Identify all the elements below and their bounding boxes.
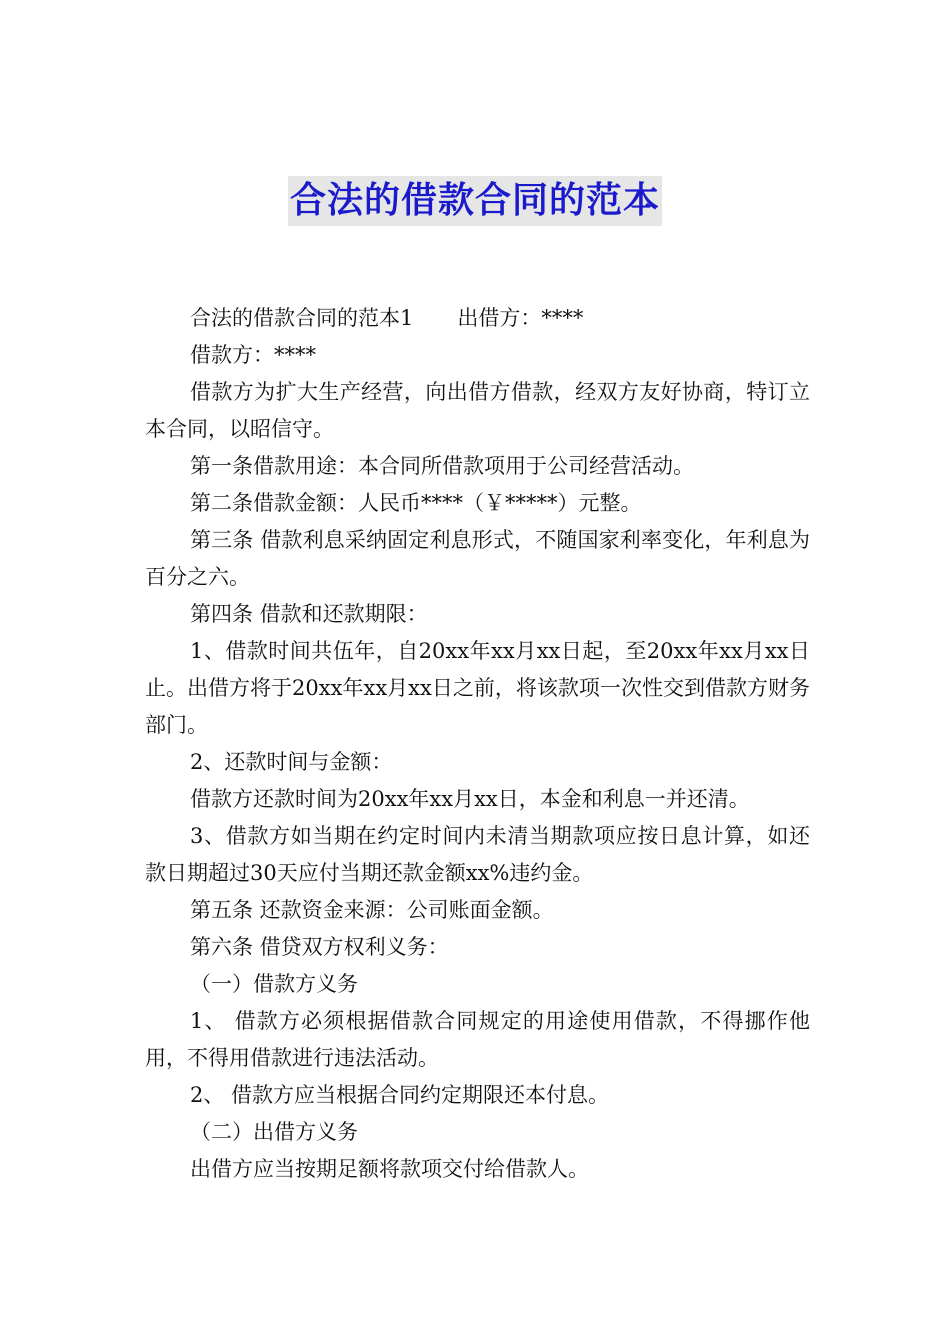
paragraph: 第三条 借款利息采纳固定利息形式，不随国家利率变化，年利息为百分之六。: [145, 528, 810, 589]
paragraph: 出借方应当按期足额将款项交付给借款人。: [190, 1157, 589, 1181]
document-title: 合法的借款合同的范本: [288, 176, 662, 226]
paragraph: 第四条 借款和还款期限：: [190, 602, 428, 626]
paragraph-header: [145, 300, 810, 337]
lender-line: 出借方：****: [457, 306, 584, 330]
paragraph: 借款方还款时间为20xx年xx月xx日，本金和利息一并还清。: [190, 787, 750, 811]
paragraph: 第五条 还款资金来源：公司账面金额。: [190, 898, 554, 922]
paragraph: 1、借款时间共伍年，自20xx年xx月xx日起，至20xx年xx月xx日止。出借方将于20xx年xx月xx日之前，将该款项一次性交到借款方财务部门。: [145, 639, 810, 737]
paragraph: （一）借款方义务: [190, 972, 358, 996]
paragraph: 2、还款时间与金额：: [190, 750, 393, 774]
paragraph: 第一条借款用途：本合同所借款项用于公司经营活动。: [190, 454, 694, 478]
title-container: [0, 176, 950, 226]
paragraph: 3、借款方如当期在约定时间内未清当期款项应按日息计算，如还款日期超过30天应付当期还款金额xx%违约金。: [145, 824, 810, 885]
paragraph: 第二条借款金额：人民币****（￥*****）元整。: [190, 491, 642, 515]
paragraph: 第六条 借贷双方权利义务：: [190, 935, 449, 959]
paragraph: 借款方为扩大生产经营，向出借方借款，经双方友好协商，特订立本合同，以昭信守。: [145, 380, 810, 441]
document-body: [145, 300, 810, 1188]
contract-heading: 合法的借款合同的范本1: [190, 306, 414, 330]
paragraph: 2、 借款方应当根据合同约定期限还本付息。: [190, 1083, 610, 1107]
paragraph: 借款方：****: [190, 343, 316, 367]
paragraph: 1、 借款方必须根据借款合同规定的用途使用借款，不得挪作他用，不得用借款进行违法活动。: [145, 1009, 810, 1070]
paragraph: （二）出借方义务: [190, 1120, 358, 1144]
